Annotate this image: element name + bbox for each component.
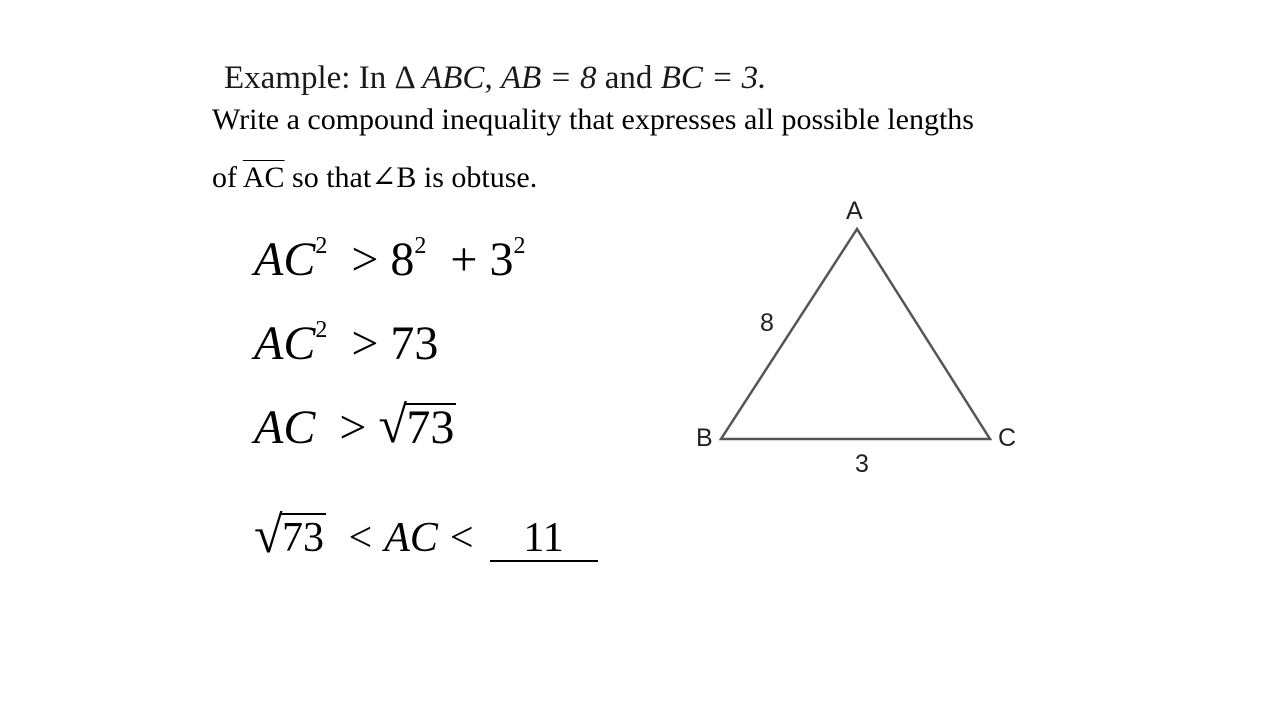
side-bc-label: 3 (855, 450, 869, 478)
step3-lhs: AC (254, 401, 316, 454)
step1-a-exp: 2 (414, 233, 427, 259)
prompt-line-1: Write a compound inequality that expresses all possible lengths (212, 103, 974, 136)
step2-rel: > (351, 317, 379, 370)
triangle-name: ABC (422, 60, 485, 96)
example-heading: Example: In Δ ABC, AB = 8 and BC = 3. (224, 60, 767, 96)
step1-lhs-exp: 2 (315, 233, 328, 259)
side-ab-label: 8 (760, 309, 774, 337)
prompt-so-that: so that (292, 161, 372, 194)
answer-blank: 11 (490, 516, 598, 562)
step2-lhs-exp: 2 (315, 317, 328, 343)
ab-given: AB = 8 (500, 60, 597, 96)
step4-rel1: < (348, 515, 373, 561)
bc-given: BC = 3. (660, 60, 767, 96)
step3-radicand: 73 (406, 401, 455, 454)
radical-sign-icon: √ (378, 397, 407, 454)
angle-vertex: B (396, 161, 417, 194)
segment-ac: $\overline{AC}$ (242, 161, 285, 194)
step3-rel: > (339, 401, 367, 454)
example-label: Example: In (224, 60, 387, 96)
step2-lhs: AC (254, 317, 316, 370)
step1-lhs: AC (254, 233, 316, 286)
step4-radicand: 73 (282, 515, 324, 561)
prompt-of: of (212, 161, 237, 194)
triangle-symbol: Δ (394, 60, 414, 96)
step1-b: 3 (489, 233, 514, 286)
vertex-b-label: B (696, 424, 713, 452)
angle-symbol: ∠ (371, 161, 397, 194)
prompt-obtuse: is obtuse. (423, 161, 538, 194)
step1-rel: > (351, 233, 379, 286)
radical-sign-icon: √ (254, 507, 283, 564)
step4-rel2: < (449, 515, 474, 561)
step1-plus: + (450, 233, 478, 286)
step2-rhs: 73 (390, 317, 439, 370)
step4-mid: AC (384, 515, 438, 561)
and-word: and (604, 60, 653, 96)
vertex-c-label: C (998, 424, 1017, 452)
vertex-a-label: A (846, 197, 863, 225)
step1-b-exp: 2 (513, 233, 526, 259)
step1-a: 8 (390, 233, 415, 286)
